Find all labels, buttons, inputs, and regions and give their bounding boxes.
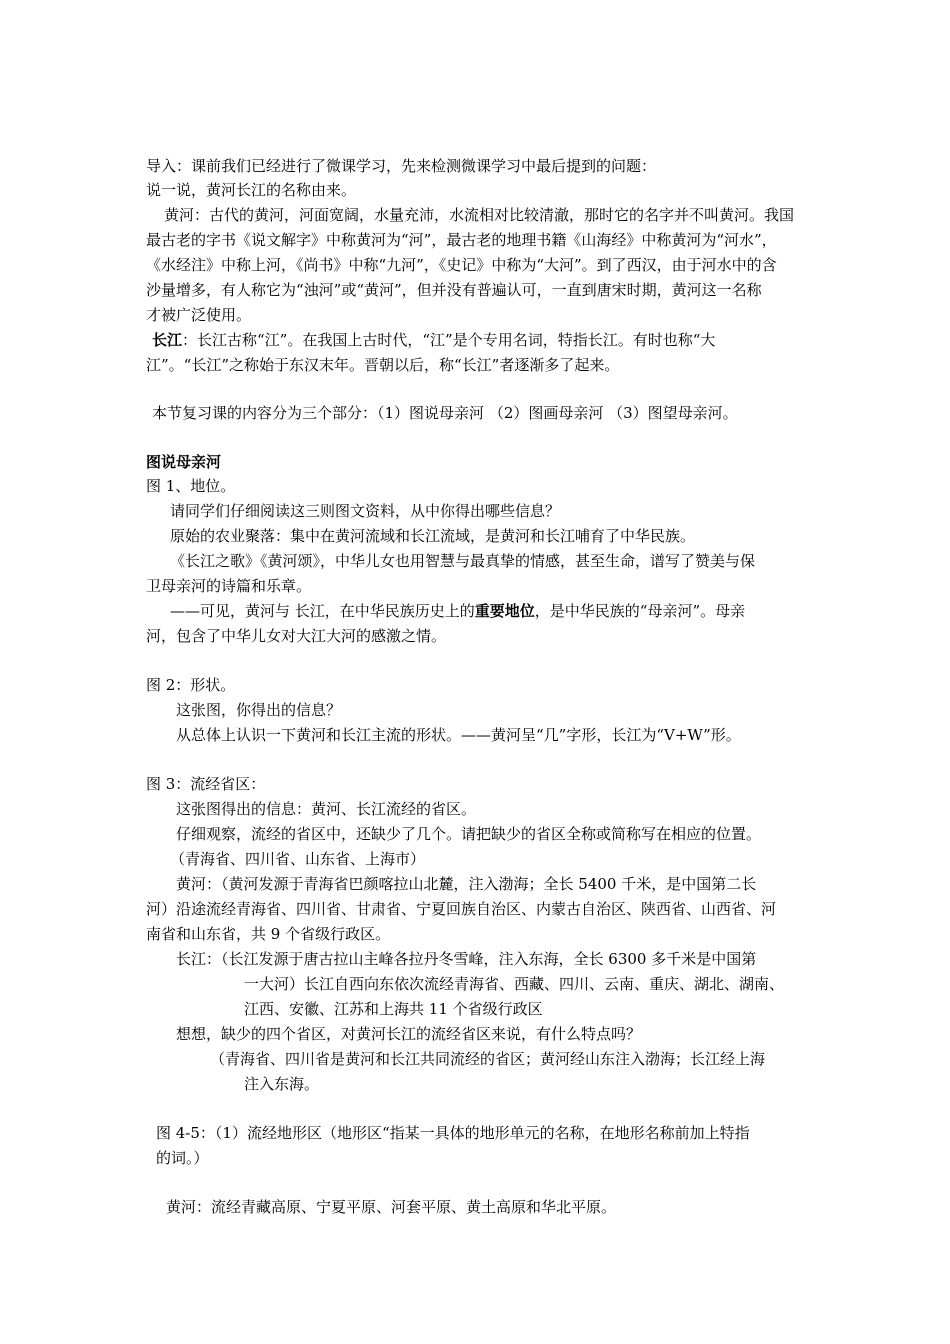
huanghe-name-line-3: 《水经注》中称上河，《尚书》中称“九河”，《史记》中称为“大河”。到了西汉，由于河水中的含 xyxy=(146,256,777,274)
fig45-line-2: 的词。） xyxy=(156,1149,209,1167)
fig3-line-2: 仔细观察，流经的省区中，还缺少了几个。请把缺少的省区全称或简称写在相应的位置。 xyxy=(176,825,762,843)
fig3-heading: 图 3：流经省区： xyxy=(146,775,266,793)
fig1-line-1: 请同学们仔细阅读这三则图文资料，从中你得出哪些信息？ xyxy=(170,502,561,520)
huanghe-name-line-1: 黄河：古代的黄河，河面宽阔，水量充沛，水流相对比较清澈，那时它的名字并不叫黄河。我国 xyxy=(164,206,795,224)
fig3-changjiang-line-2: 一大河）长江自西向东依次流经青海省、西藏、四川、云南、重庆、湖北、湖南、 xyxy=(244,975,785,993)
fig45-huanghe-terrain: 黄河：流经青藏高原、宁夏平原、河套平原、黄土高原和华北平原。 xyxy=(166,1198,617,1216)
changjiang-label: 长江 xyxy=(152,331,183,349)
fig3-question: 想想，缺少的四个省区，对黄河长江的流经省区来说，有什么特点吗？ xyxy=(176,1025,642,1043)
huanghe-name-line-5: 才被广泛使用。 xyxy=(146,306,252,324)
fig1-emphasis: 重要地位 xyxy=(474,602,535,620)
fig1-line-2: 原始的农业聚落：集中在黄河流域和长江流域，是黄河和长江哺育了中华民族。 xyxy=(170,527,696,545)
fig2-heading: 图 2：形状。 xyxy=(146,676,236,694)
fig45-line-1: 图 4-5：（1）流经地形区（地形区“指某一具体的地形单元的名称，在地形名称前加上特指 xyxy=(156,1124,750,1142)
fig1-line-5-end: ，是中华民族的“母亲河”。母亲 xyxy=(534,602,746,620)
fig1-line-6: 河，包含了中华儿女对大江大河的感激之情。 xyxy=(146,627,447,645)
section-title: 图说母亲河 xyxy=(146,453,222,471)
fig3-line-1: 这张图得出的信息：黄河、长江流经的省区。 xyxy=(176,800,477,818)
changjiang-name-line-1 xyxy=(152,330,715,350)
huanghe-name-line-2: 最古老的字书《说文解字》中称黄河为“河”，最古老的地理书籍《山海经》中称黄河为“河水”， xyxy=(146,231,777,249)
changjiang-name-text: ：长江古称“江”。在我国上古时代，“江”是个专用名词，特指长江。有时也称“大 xyxy=(182,331,716,349)
fig1-line-5-start: ——可见，黄河与 长江，在中华民族历史上的 xyxy=(170,602,475,620)
fig1-line-5 xyxy=(170,601,745,621)
fig3-huanghe-line-2: 河）沿途流经青海省、四川省、甘肃省、宁夏回族自治区、内蒙古自治区、陕西省、山西省、河 xyxy=(146,900,777,918)
fig3-changjiang-line-1: 长江：（长江发源于唐古拉山主峰各拉丹冬雪峰，注入东海，全长 6300 多千米是中国第 xyxy=(176,950,757,968)
changjiang-name-line-2: 江”。“长江”之称始于东汉末年。晋朝以后，称“长江”者逐渐多了起来。 xyxy=(146,356,620,374)
fig3-answer-line-1: （青海省、四川省是黄河和长江共同流经的省区；黄河经山东注入渤海；长江经上海 xyxy=(210,1050,766,1068)
intro-line-1: 导入：课前我们已经进行了微课学习，先来检测微课学习中最后提到的问题： xyxy=(146,157,657,175)
fig1-line-4: 卫母亲河的诗篇和乐章。 xyxy=(146,577,312,595)
fig1-line-3: 《长江之歌》《黄河颂》，中华儿女也用智慧与最真挚的情感，甚至生命，谱写了赞美与保 xyxy=(170,552,756,570)
intro-line-2: 说一说，黄河长江的名称由来。 xyxy=(146,181,357,199)
fig2-line-2: 从总体上认识一下黄河和长江主流的形状。——黄河呈“几”字形，长江为“V+W”形。 xyxy=(176,726,741,744)
lesson-overview: 本节复习课的内容分为三个部分：（1）图说母亲河 （2）图画母亲河 （3）图望母亲河。 xyxy=(152,404,738,422)
fig3-answer-line-2: 注入东海。 xyxy=(244,1075,320,1093)
fig2-line-1: 这张图，你得出的信息？ xyxy=(176,701,342,719)
fig3-huanghe-line-3: 南省和山东省，共 9 个省级行政区。 xyxy=(146,925,391,943)
fig3-huanghe-line-1: 黄河：（黄河发源于青海省巴颜喀拉山北麓，注入渤海；全长 5400 千米，是中国第二长 xyxy=(176,875,757,893)
fig3-line-3: （青海省、四川省、山东省、上海市） xyxy=(170,850,426,868)
fig3-changjiang-line-3: 江西、安徽、江苏和上海共 11 个省级行政区 xyxy=(244,1000,543,1018)
huanghe-name-line-4: 沙量增多，有人称它为“浊河”或“黄河”，但并没有普遍认可，一直到唐宋时期，黄河这一名称 xyxy=(146,281,762,299)
fig1-heading: 图 1、地位。 xyxy=(146,477,236,495)
